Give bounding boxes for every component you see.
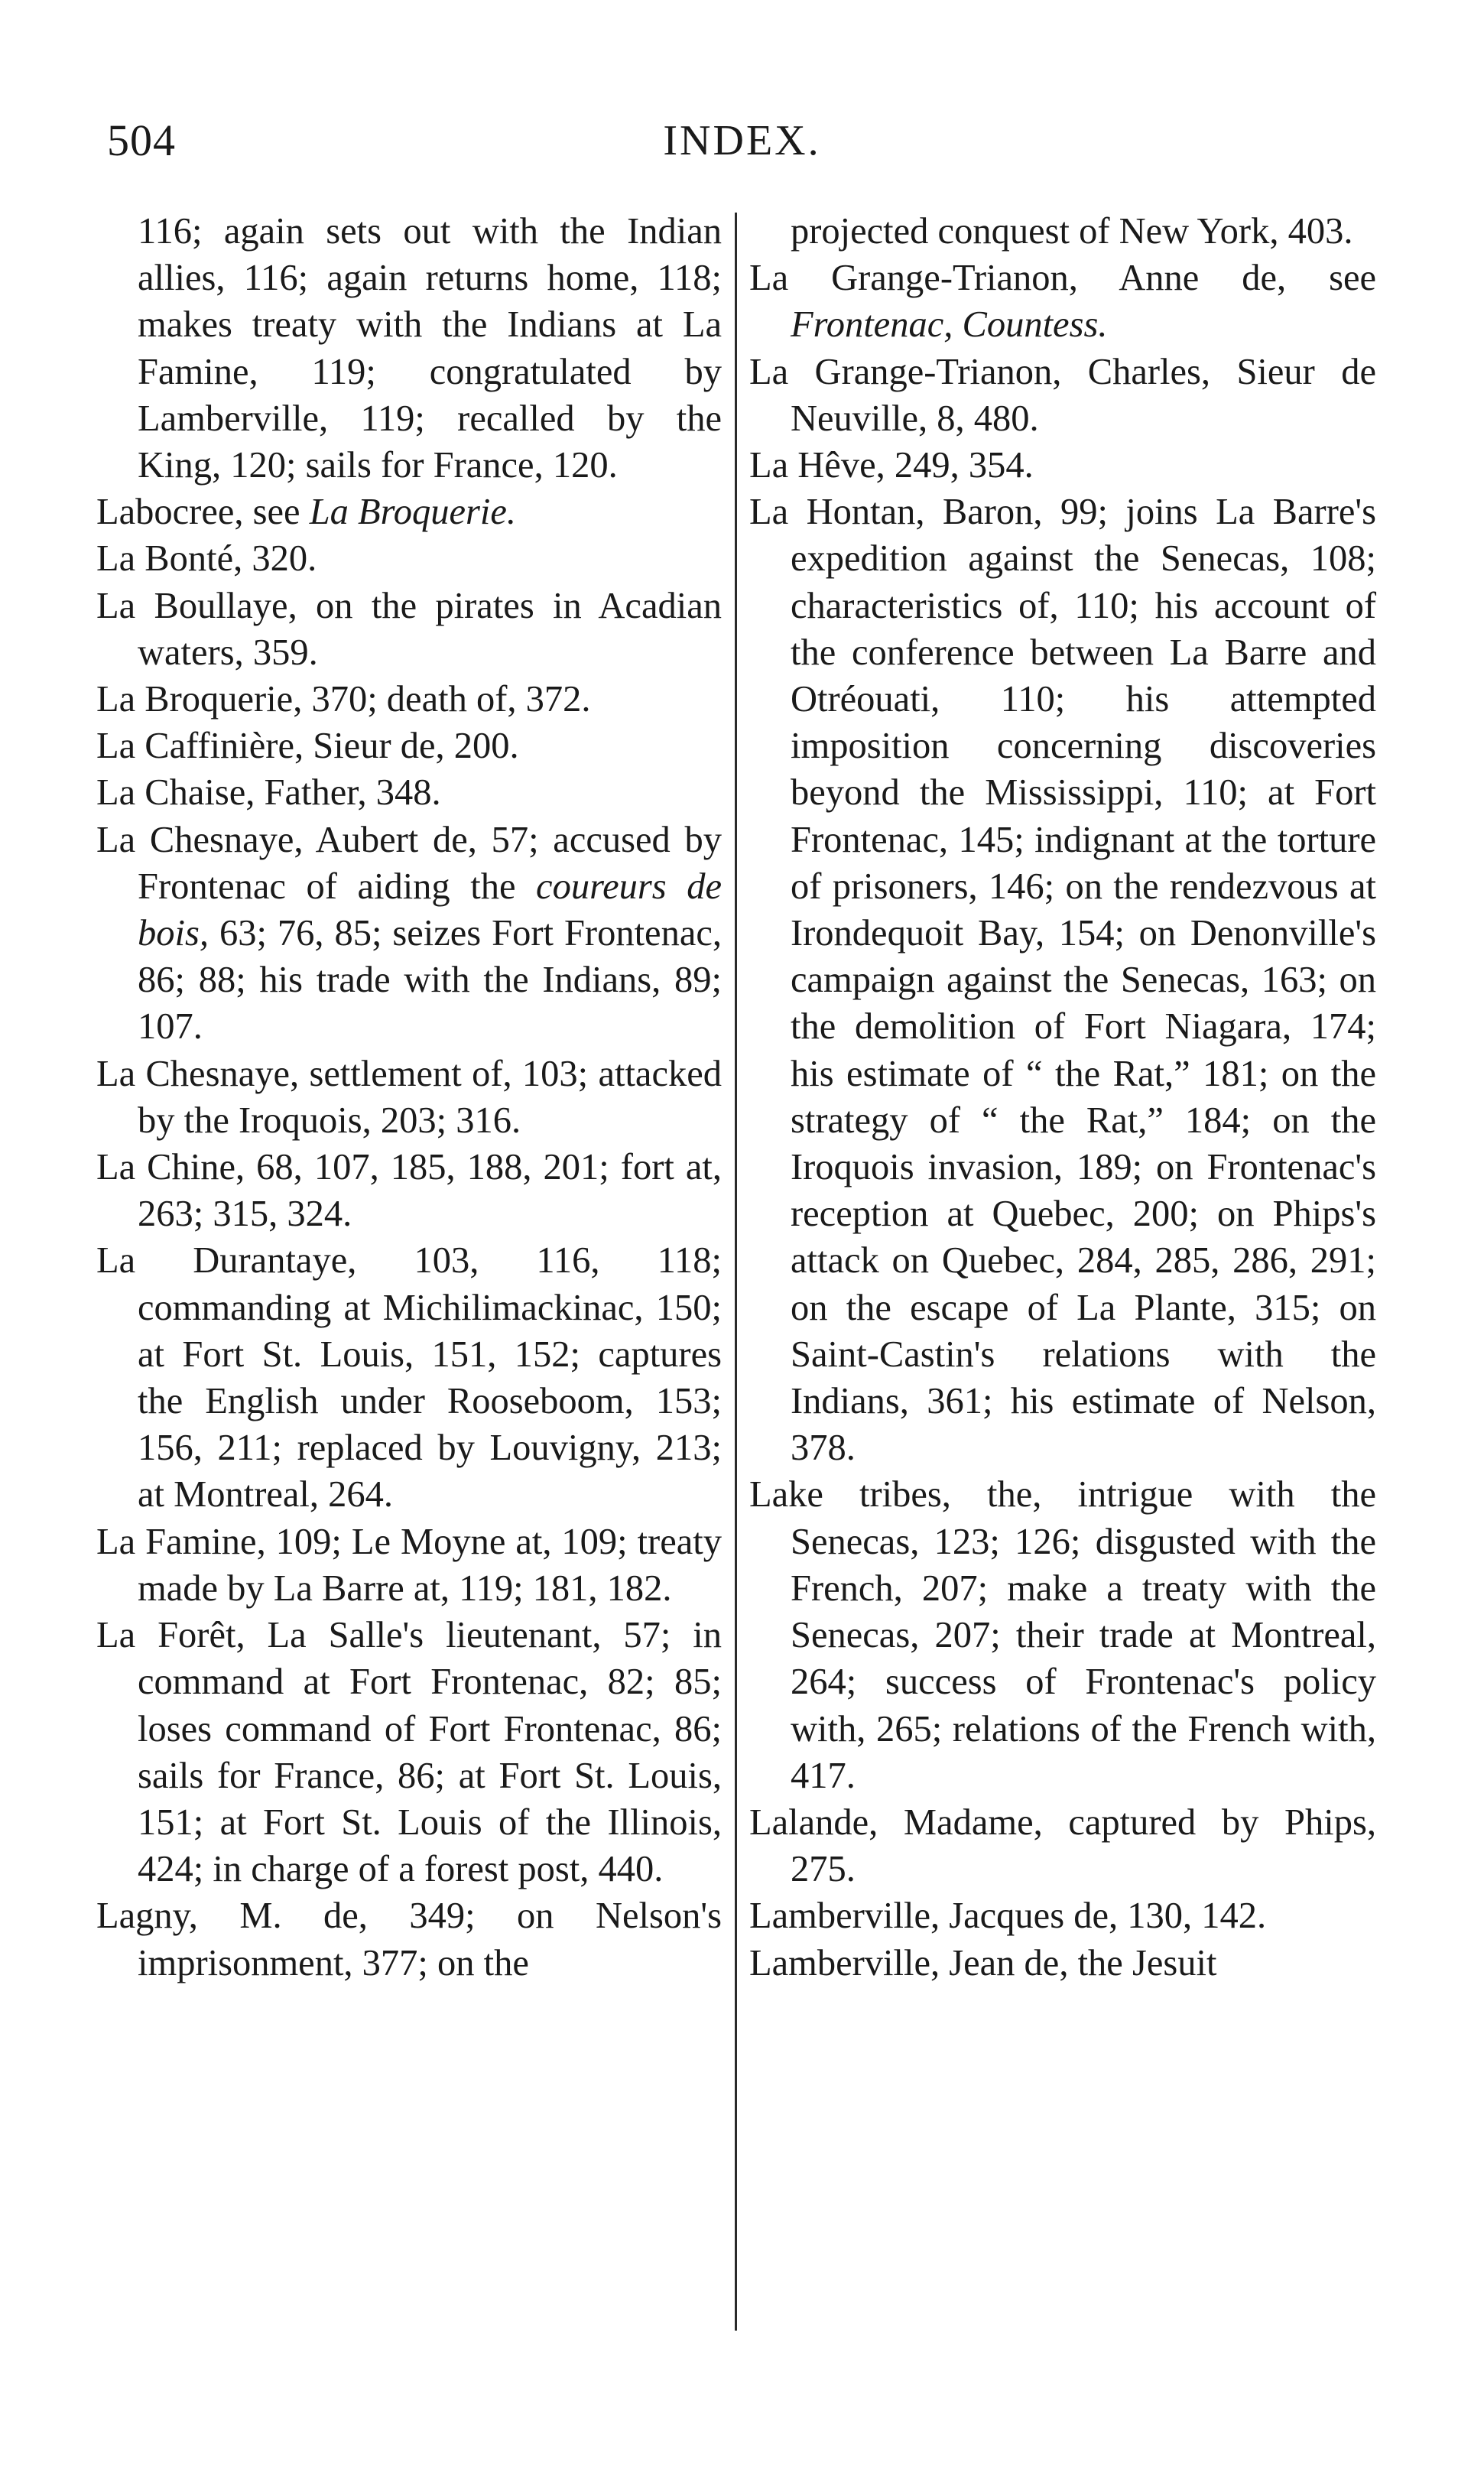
index-entry: La Chesnaye, settlement of, 103; attacked by the Iroquois, 203; 316.	[96, 1053, 722, 1141]
page-title: INDEX.	[663, 117, 821, 164]
index-entry: Lamberville, Jean de, the Jesuit	[749, 1942, 1217, 1983]
column-divider	[735, 213, 737, 2331]
index-entry: Labocree, see La Broquerie.	[96, 492, 517, 533]
left-column	[96, 208, 722, 1987]
index-entry: Lagny, M. de, 349; on Nelson's imprisonment, 377; on the	[96, 1896, 722, 1983]
index-entry: Lalande, Madame, captured by Phips, 275.	[749, 1801, 1376, 1890]
index-entry: Lamberville, Jacques de, 130, 142.	[749, 1896, 1267, 1937]
index-entry: La Hêve, 249, 354.	[749, 445, 1034, 486]
index-entry: La Chaise, Father, 348.	[96, 772, 441, 814]
index-entry: La Hontan, Baron, 99; joins La Barre's expedition against the Senecas, 108; characteristics of, 110; his account of the conference between La Barre and Otréouati, 110; his attempted imposition concerning discoveries beyond the Mississippi, 110; at Fort Frontenac, 145; indignant at the torture of prisoners, 146; on the rendezvous at Irondequoit Bay, 154; on Denonville's campaign against the Senecas, 163; on the demolition of Fort Niagara, 174; his estimate of “ the Rat,” 181; on the strategy of “ the Rat,” 184; on the Iroquois invasion, 189; on Frontenac's reception at Quebec, 200; on Phips's attack on Quebec, 284, 285, 286, 291; on the escape of La Plante, 315; on Saint-Castin's relations with the Indians, 361; his estimate of Nelson, 378.	[749, 492, 1376, 1469]
index-entry: La Durantaye, 103, 116, 118; commanding at Michilimackinac, 150; at Fort St. Louis, 151, 152; captures the English under Rooseboom, 153; 156, 211; replaced by Louvigny, 213; at Montreal, 264.	[96, 1240, 722, 1516]
index-entry: La Bonté, 320.	[96, 538, 317, 580]
index-entry: La Forêt, La Salle's lieutenant, 57; in command at Fort Frontenac, 82; 85; loses command of Fort Frontenac, 86; sails for France, 86; at Fort St. Louis, 151; at Fort St. Louis of the Illinois, 424; in charge of a forest post, 440.	[96, 1615, 722, 1890]
index-entry: La Grange-Trianon, Anne de, see Frontenac, Countess.	[749, 258, 1376, 346]
index-entry: projected conquest of New York, 403.	[791, 211, 1353, 252]
index-entry: La Famine, 109; Le Moyne at, 109; treaty made by La Barre at, 119; 181, 182.	[96, 1521, 722, 1609]
right-column	[749, 208, 1376, 1987]
running-header	[0, 115, 1484, 176]
page-number: 504	[107, 115, 176, 165]
index-entry: La Grange-Trianon, Charles, Sieur de Neuville, 8, 480.	[749, 351, 1376, 439]
index-entry: La Broquerie, 370; death of, 372.	[96, 679, 591, 720]
index-entry: La Caffinière, Sieur de, 200.	[96, 726, 519, 767]
index-entry: La Chine, 68, 107, 185, 188, 201; fort at, 263; 315, 324.	[96, 1147, 722, 1235]
index-entry: Lake tribes, the, intrigue with the Senecas, 123; 126; disgusted with the French, 207; make a treaty with the Senecas, 207; their trade at Montreal, 264; success of Frontenac's policy with, 265; relations of the French with, 417.	[749, 1474, 1376, 1796]
index-entry: La Chesnaye, Aubert de, 57; accused by Frontenac of aiding the coureurs de bois, 63; 76, 85; seizes Fort Frontenac, 86; 88; his trade with the Indians, 89; 107.	[96, 819, 723, 1048]
index-entry: 116; again sets out with the Indian allies, 116; again returns home, 118; makes treaty with the Indians at La Famine, 119; congratulated by Lamberville, 119; recalled by the King, 120; sails for France, 120.	[138, 211, 722, 486]
index-entry: La Boullaye, on the pirates in Acadian waters, 359.	[96, 585, 722, 673]
